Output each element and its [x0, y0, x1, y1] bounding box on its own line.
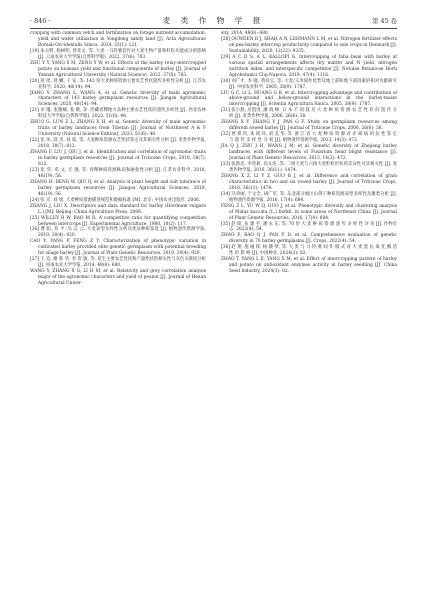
- reference-entry: cropping with common vetch and fertilization on forage nutrient accumulation, yield and water utilization in Yongdeng sandy land [J]. Acta Agriculturae Boreali-Occidentalis Sinica, 2024, 33(1): 121.: [30, 31, 206, 48]
- reference-entry: ZHANG X Y, ZHANG Y J, PAN G F. Study on germplasm resources among different sowed barley [J]. Journal of Triticeae Crops, 2006, 26(6): 38.: [221, 120, 397, 132]
- reference-entry: [27] 王 竞, 谢 新 华, 李 贺 敏, 等. 花生主要农艺性状和产量性状的相关性与灰色关联度分析 [J]. 河南农业大学学报, 2014, 48(6): 680.: [30, 257, 206, 269]
- reference-entry: [30] 刘广才, 李 隆, 黄高宝, 等. 大麦/玉米间作优势及地上部和地下部因素的相对贡献研究 [J]. 中国农业科学, 2005, 38(9): 1787.: [221, 78, 397, 90]
- reference-entry: [33] 张新忠, 李英莉, 高文连, 等. 二棱大麦与六棱大麦籽粒形状的差异性及其相关性 [J]. 麦类作物学报, 2016, 36(11): 1474.: [221, 161, 397, 173]
- reference-entry: [25] WILLEY R W, RAO M R. A competitive ratio for quantifying competition between intercrops [J]. Experimental Agriculture, 1980, 16(2): 117.: [30, 215, 206, 227]
- header-rule: [30, 28, 397, 29]
- reference-entry: JIANG Y, ZHANG L, WANG A, et al. Genetic diversity of main agronomic characters of 143 barley germplasm resources [J]. Jiangsu Agricultural Sciences, 2020, 48(14): 94.: [30, 90, 206, 108]
- reference-entry: [23] 张 华, 邓 文, 丘 强, 等. 青稞种质资源株高和耐盐性分析 [J]. 江苏农业科学, 2018, 46(19): 56.: [30, 167, 206, 179]
- references-right-column: [221, 31, 397, 275]
- page-number: · 846 ·: [30, 17, 51, 25]
- reference-entry: [26] 曹 阳, 邓 平, 冯 宗 云. 大麦表型多样性分析及优异种质鉴选 [J]. 植物遗传资源学报, 2019, 20(4): 920.: [30, 227, 206, 239]
- references-left-column: [30, 31, 206, 287]
- reference-entry: [36] 赵 翔, 施 碰 锋, 杨 晓 梦, 等. 大 麦 与 马 铃 薯 间 作 模 式 对 大 麦 蛋 抗 氧 化 酶 活 性 的 影 响 [J]. 中国种业, 2024(3): 82.: [221, 245, 397, 257]
- reference-entry: [21] 卓 嘎, 张雅楠, 张 敬, 等. 西藏青稞地方品种主要农艺性状的遗传多样性 [J]. 西北农林科技大学学报(自然科学版), 2023, 51(6): 48.: [30, 108, 206, 120]
- volume-label: 第 45 卷: [372, 17, 397, 25]
- reference-entry: ZHU Y Y, YANG S M, ZENG Y W, et al. Effects of the barley relay-intercropped potato on biomass yield and functional components of barley [J]. Journal of Yunnan Agricultural University (Natural Science), 2022, 37(6): 783.: [30, 60, 206, 78]
- reference-entry: [20] 蒋 瑶, 曾 麟, 王 安, 等. 143 份大麦种质资源主要农艺性状遗传多样性分析 [J]. 江苏农业科学, 2020, 48(14): 94.: [30, 78, 206, 90]
- reference-entry: ZHUO G, LUN Z L, ZHANG X H, et al. Genetic diversity of main agronomic traits of barley landraces from Tibetan [J]. Journal of Northwest A & F University (Natural Science Edition), 2023, 51(6): 48.: [30, 120, 206, 138]
- reference-entry: [32] 贾 祺 钧, 朱 靖 环, 刘 美 华, 等. 浙 江 省 大 麦 种 质 资 源 对 赤 霉 病 的 抗 性 鉴 定 与 遗 传 多 样 性 分 析 [J]. 植物遗传资源学报, 2013, 14(3): 472.: [221, 132, 397, 144]
- reference-entry: [34] 冯章丽, 于文全, 胡广军, 等. 东北部分地区山荆子种质资源表型多样性及聚类分析 [J]. 植物遗传资源学报, 2016, 17(4): 684.: [221, 191, 397, 203]
- reference-entry: CAO Y, YANG P, FENG Z Y. Characterization of phenotypic variation in cultivated barley provided elite genetic germplasm with potential breeding for silage barley [J]. Journal of Plant Genetic Resources, 2019, 20(4): 920.: [30, 239, 206, 257]
- reference-entry: [22] 张 凤, 邱 杰, 刘 茹, 等. 大麦种质资源农艺性状鉴定及其相关性分析 [J]. 麦类作物学报, 2018, 38(7): 812.: [30, 138, 206, 150]
- reference-entry: [24] 张 京, 刘 旭. 大麦种质资源描述规范和数据标准 [M]. 北京: 中国农业出版社, 2006.: [30, 197, 201, 203]
- reference-entry: WANG Y, ZHANG X G, LI H M, et al. Relativity and grey correlation analysis major of the agronomic characters and yield of peanut [J]. Journal of Henan Agricultural Univer-: [30, 269, 206, 287]
- reference-entry: ZHAO F, BAO Q J, PAN Y D, et al. Comprehensive evaluation of genetic diversity in 70 barley germplasms [J]. Crops, 2022(4): 54.: [221, 233, 397, 245]
- reference-entry: ZHAO T, YANG L E, YANG X M, et al. Effect of intercropping pattern of barley and potato on antioxidant enzymes activity in barley seedling [J]. China Seed Industry, 2024(3): 82.: [221, 257, 397, 275]
- journal-title: 麦 类 作 物 学 报: [162, 16, 265, 25]
- reference-entry: ZHANG F, LIU J, QIU J, et al. Identification and correlation of agronomic traits in barley germplasm resources [J]. Journal of Triticeae Crops, 2018, 38(7): 812.: [30, 150, 206, 167]
- reference-entry: sity, 2014, 48(6): 680.: [221, 31, 270, 36]
- reference-entry: ZHANG H, DENG W, QIU Q, et al. Analysis of plant height and salt tolerance of barley germplasm resources [J]. Jiangsu Agricultural Sciences, 2018, 46(19): 56.: [30, 179, 206, 197]
- reference-entry: JIA Q J, ZHU J H, WANG J M, et al. Genetic diversity of Zhejiang barley landraces with different levels of Fusarium head blight resistance [J]. Journal of Plant Genetic Resources, 2013, 14(3): 472.: [221, 144, 397, 162]
- reference-entry: [29] A C D S, A L, KALLOPI G. Intercropping of faba bean with barley at various spatial arrangements affects dry matter and N yield, nitrogen nutrition index, and interspecific competition [J]. Notulae Botanicae Horti Agrobotanici Cluj-Napoca, 2019, 47(4): 1116.: [221, 54, 397, 78]
- reference-entry: FENG Z L, YU W Q, GUO J, et al. Phenotypic diversity and clustering analysis of Malus baccata (L.) borkh. in some areas of Northeast China [J]. Journal of Plant Genetic Resources, 2016, 17(4): 684.: [221, 203, 397, 221]
- reference-entry: [35] 赵 锋, 伍 建 平, 潘 永 东, 等. 70 份 大 麦 种 质 资 源 遗 传 多 样 性 评 价 [J]. 作物杂志, 2022(4): 54.: [221, 221, 397, 233]
- reference-entry: [31] 张小燕, 应凯进, 潘 海 峰. 日 本 不 同 栽 培 大 麦 种 质 资 源 农 艺 性 状 的 遗 传 分 析 [J]. 麦类作物学报, 2006, 26(6): 38.: [221, 108, 397, 120]
- reference-entry: [28] OUWDEN R J, SHAH A N, LEHMANN L M, et al. Nitrogen fertilizer effects on pea-barley intercrop productivity compared to sole crops in Denmark [J]. Sustainability, 2020, 12(22): 9335.: [221, 36, 397, 54]
- reference-entry: [19] 朱玉野, 杨树明, 曾亚文, 等. 大麦一马铃薯套作对大麦生物产量和籽粒功能成分的影响 [J]. 云南农业大学学报(自然科学版), 2022, 37(6): 783.: [30, 48, 206, 60]
- reference-entry: ZHANG X Z, LI Y Z, GUO B J, et al. Difference and correlation of grain characteristics in two and six rowed barley [J]. Journal of Triticeae Crops, 2016, 36(11): 1474.: [221, 173, 397, 191]
- reference-entry: LIU G C, LI L, HUANG G B, et al. Intercropping advantage and contribution of above-ground and below-ground interactions in the barley-maize intercropping [J]. Scientia Agricultura Sinica, 2005, 38(9): 1787.: [221, 90, 397, 108]
- reference-entry: ZHANG J, LIU X. Descriptors and data standard for barley (Hordeum vulgare L.) [M]. Beijing: China Agriculture Press, 2006.: [30, 203, 206, 215]
